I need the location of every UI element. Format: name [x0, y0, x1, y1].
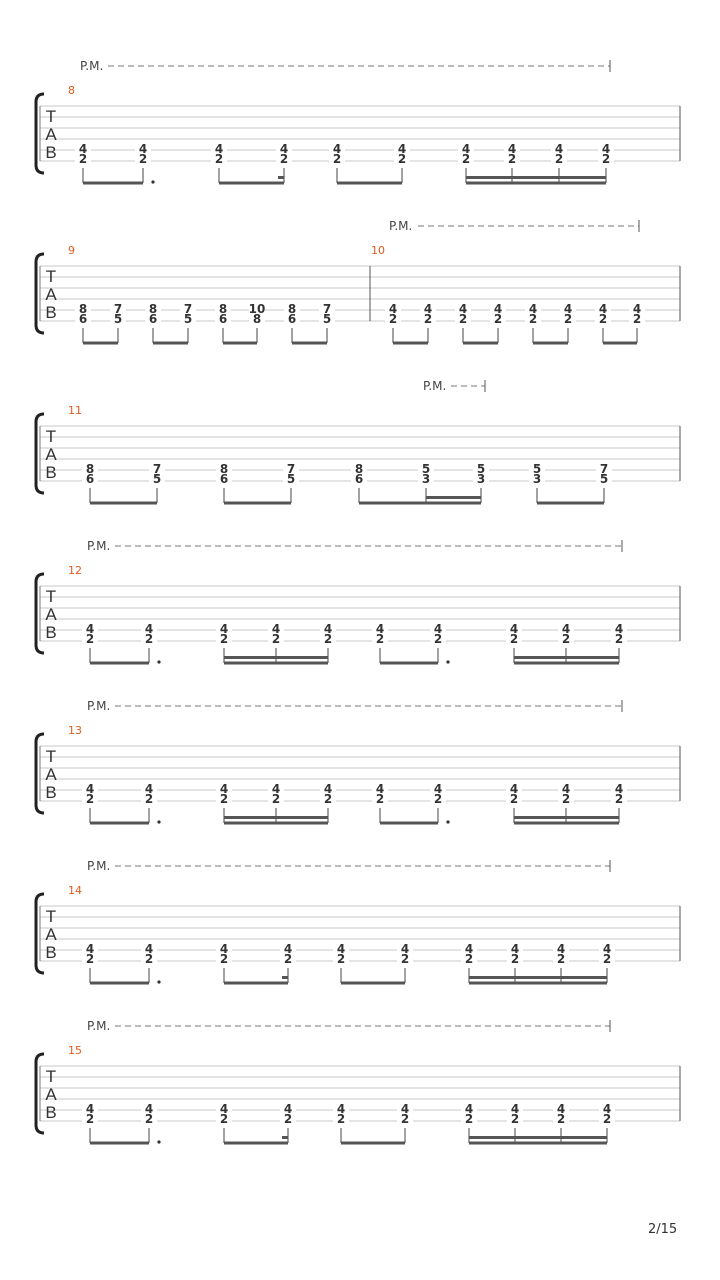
- measure-number: 12: [68, 564, 82, 577]
- fret-number: 4: [283, 1102, 293, 1116]
- fret-number: 4: [561, 622, 571, 636]
- fret-number: 8: [252, 312, 262, 326]
- fret-number: 2: [458, 312, 468, 326]
- fret-number: 5: [476, 462, 486, 476]
- beam: [224, 1142, 288, 1145]
- fret-number: 4: [528, 302, 538, 316]
- beam-stub: [278, 176, 284, 179]
- beam: [533, 342, 568, 345]
- beam: [224, 502, 291, 505]
- beam: [292, 342, 327, 345]
- fret-number: 2: [138, 152, 148, 166]
- beam: [224, 822, 328, 825]
- fret-number: 2: [144, 792, 154, 806]
- beam: [83, 182, 143, 185]
- tab-clef-a: A: [45, 925, 57, 944]
- fret-number: 4: [279, 142, 289, 156]
- beam: [223, 342, 257, 345]
- measure-number: 10: [371, 244, 385, 257]
- fret-number: 2: [283, 952, 293, 966]
- fret-number: 4: [556, 1102, 566, 1116]
- fret-number: 2: [554, 152, 564, 166]
- tab-clef-a: A: [45, 605, 57, 624]
- fret-number: 4: [563, 302, 573, 316]
- fret-number: 4: [332, 142, 342, 156]
- fret-number: 2: [375, 632, 385, 646]
- tab-clef-b: B: [45, 943, 57, 962]
- palm-mute-label: P.M.: [389, 219, 413, 233]
- fret-number: 2: [219, 792, 229, 806]
- fret-number: 4: [375, 622, 385, 636]
- beam: [341, 982, 405, 985]
- measure-number: 15: [68, 1044, 82, 1057]
- fret-number: 7: [322, 302, 332, 316]
- beam: [514, 656, 619, 659]
- fret-number: 4: [614, 622, 624, 636]
- fret-number: 4: [554, 142, 564, 156]
- fret-number: 4: [144, 622, 154, 636]
- fret-number: 2: [433, 792, 443, 806]
- beam: [90, 502, 157, 505]
- fret-number: 2: [375, 792, 385, 806]
- fret-number: 4: [219, 782, 229, 796]
- fret-number: 2: [464, 952, 474, 966]
- fret-number: 2: [556, 952, 566, 966]
- fret-number: 8: [287, 302, 297, 316]
- fret-number: 6: [78, 312, 88, 326]
- fret-number: 4: [144, 1102, 154, 1116]
- fret-number: 5: [113, 312, 123, 326]
- fret-number: 4: [78, 142, 88, 156]
- fret-number: 2: [510, 952, 520, 966]
- fret-number: 4: [510, 942, 520, 956]
- fret-number: 4: [561, 782, 571, 796]
- beam: [90, 982, 149, 985]
- fret-number: 6: [354, 472, 364, 486]
- fret-number: 2: [556, 1112, 566, 1126]
- fret-number: 5: [322, 312, 332, 326]
- fret-number: 5: [152, 472, 162, 486]
- fret-number: 4: [509, 782, 519, 796]
- fret-number: 7: [113, 302, 123, 316]
- beam: [463, 342, 498, 345]
- measure-number: 11: [68, 404, 82, 417]
- fret-number: 4: [602, 1102, 612, 1116]
- fret-number: 2: [219, 632, 229, 646]
- tab-clef-b: B: [45, 463, 57, 482]
- fret-number: 2: [507, 152, 517, 166]
- fret-number: 4: [493, 302, 503, 316]
- fret-number: 4: [602, 942, 612, 956]
- fret-number: 4: [336, 1102, 346, 1116]
- measure-number: 9: [68, 244, 75, 257]
- beam: [514, 816, 619, 819]
- fret-number: 2: [601, 152, 611, 166]
- fret-number: 2: [323, 632, 333, 646]
- fret-number: 2: [614, 792, 624, 806]
- fret-number: 2: [336, 1112, 346, 1126]
- fret-number: 2: [614, 632, 624, 646]
- fret-number: 2: [85, 632, 95, 646]
- beam: [469, 1136, 607, 1139]
- palm-mute-label: P.M.: [87, 699, 111, 713]
- fret-number: 4: [614, 782, 624, 796]
- measure-number: 13: [68, 724, 82, 737]
- fret-number: 4: [323, 782, 333, 796]
- fret-number: 8: [78, 302, 88, 316]
- fret-number: 4: [598, 302, 608, 316]
- fret-number: 2: [78, 152, 88, 166]
- tab-clef-t: T: [45, 267, 57, 286]
- fret-number: 4: [400, 1102, 410, 1116]
- fret-number: 2: [461, 152, 471, 166]
- beam: [393, 342, 428, 345]
- fret-number: 4: [388, 302, 398, 316]
- fret-number: 2: [561, 632, 571, 646]
- beam: [83, 342, 118, 345]
- tab-clef-t: T: [45, 1067, 57, 1086]
- fret-number: 4: [85, 942, 95, 956]
- beam: [426, 496, 481, 499]
- tab-clef-t: T: [45, 907, 57, 926]
- fret-number: 4: [461, 142, 471, 156]
- fret-number: 2: [214, 152, 224, 166]
- tab-clef-a: A: [45, 125, 57, 144]
- fret-number: 4: [400, 942, 410, 956]
- fret-number: 2: [602, 952, 612, 966]
- beam: [514, 822, 619, 825]
- fret-number: 4: [85, 622, 95, 636]
- beam: [466, 176, 606, 179]
- fret-number: 8: [219, 462, 229, 476]
- fret-number: 8: [85, 462, 95, 476]
- fret-number: 2: [279, 152, 289, 166]
- fret-number: 6: [148, 312, 158, 326]
- fret-number: 2: [85, 952, 95, 966]
- tab-clef-b: B: [45, 623, 57, 642]
- fret-number: 4: [397, 142, 407, 156]
- fret-number: 4: [423, 302, 433, 316]
- fret-number: 2: [271, 632, 281, 646]
- fret-number: 4: [632, 302, 642, 316]
- fret-number: 4: [283, 942, 293, 956]
- beam: [514, 662, 619, 665]
- fret-number: 2: [85, 792, 95, 806]
- palm-mute-label: P.M.: [87, 539, 111, 553]
- beam-stub: [282, 976, 288, 979]
- tab-clef-a: A: [45, 285, 57, 304]
- beam: [380, 822, 438, 825]
- page-number: 2/15: [648, 1222, 678, 1237]
- beam: [469, 1142, 607, 1145]
- fret-number: 2: [332, 152, 342, 166]
- beam: [224, 982, 288, 985]
- fret-number: 5: [286, 472, 296, 486]
- beam: [603, 342, 637, 345]
- palm-mute-label: P.M.: [87, 1019, 111, 1033]
- rhythm-dot: [151, 180, 154, 183]
- fret-number: 3: [421, 472, 431, 486]
- rhythm-dot: [157, 980, 160, 983]
- fret-number: 4: [271, 622, 281, 636]
- fret-number: 4: [510, 1102, 520, 1116]
- fret-number: 5: [183, 312, 193, 326]
- beam-stub: [282, 1136, 288, 1139]
- fret-number: 2: [509, 792, 519, 806]
- beam: [469, 976, 607, 979]
- fret-number: 4: [375, 782, 385, 796]
- fret-number: 2: [397, 152, 407, 166]
- fret-number: 2: [509, 632, 519, 646]
- fret-number: 4: [138, 142, 148, 156]
- beam: [90, 662, 149, 665]
- fret-number: 7: [286, 462, 296, 476]
- fret-number: 2: [561, 792, 571, 806]
- palm-mute-label: P.M.: [80, 59, 104, 73]
- fret-number: 2: [219, 952, 229, 966]
- fret-number: 4: [144, 782, 154, 796]
- fret-number: 4: [458, 302, 468, 316]
- beam: [90, 1142, 149, 1145]
- fret-number: 2: [493, 312, 503, 326]
- fret-number: 8: [354, 462, 364, 476]
- measure-number: 14: [68, 884, 82, 897]
- beam: [337, 182, 402, 185]
- rhythm-dot: [446, 660, 449, 663]
- beam: [466, 182, 606, 185]
- tab-clef-t: T: [45, 427, 57, 446]
- fret-number: 4: [144, 942, 154, 956]
- beam: [341, 1142, 405, 1145]
- fret-number: 4: [271, 782, 281, 796]
- fret-number: 2: [144, 1112, 154, 1126]
- tab-clef-b: B: [45, 143, 57, 162]
- fret-number: 6: [85, 472, 95, 486]
- fret-number: 5: [532, 462, 542, 476]
- fret-number: 4: [433, 782, 443, 796]
- fret-number: 2: [433, 632, 443, 646]
- fret-number: 7: [152, 462, 162, 476]
- fret-number: 2: [510, 1112, 520, 1126]
- fret-number: 3: [476, 472, 486, 486]
- fret-number: 4: [507, 142, 517, 156]
- fret-number: 2: [528, 312, 538, 326]
- fret-number: 6: [218, 312, 228, 326]
- fret-number: 6: [219, 472, 229, 486]
- tab-clef-t: T: [45, 747, 57, 766]
- fret-number: 2: [400, 1112, 410, 1126]
- fret-number: 4: [219, 622, 229, 636]
- rhythm-dot: [157, 1140, 160, 1143]
- beam: [224, 662, 328, 665]
- rhythm-dot: [446, 820, 449, 823]
- beam: [537, 502, 604, 505]
- tab-clef-a: A: [45, 1085, 57, 1104]
- fret-number: 2: [388, 312, 398, 326]
- fret-number: 2: [85, 1112, 95, 1126]
- fret-number: 4: [85, 1102, 95, 1116]
- fret-number: 4: [601, 142, 611, 156]
- beam: [380, 662, 438, 665]
- fret-number: 4: [219, 1102, 229, 1116]
- rhythm-dot: [157, 820, 160, 823]
- fret-number: 2: [283, 1112, 293, 1126]
- fret-number: 2: [632, 312, 642, 326]
- fret-number: 2: [598, 312, 608, 326]
- fret-number: 7: [599, 462, 609, 476]
- fret-number: 8: [148, 302, 158, 316]
- fret-number: 7: [183, 302, 193, 316]
- tab-clef-a: A: [45, 445, 57, 464]
- beam: [219, 182, 284, 185]
- measure-number: 8: [68, 84, 75, 97]
- fret-number: 2: [464, 1112, 474, 1126]
- fret-number: 4: [556, 942, 566, 956]
- fret-number: 4: [336, 942, 346, 956]
- beam: [153, 342, 188, 345]
- tab-clef-b: B: [45, 1103, 57, 1122]
- palm-mute-label: P.M.: [87, 859, 111, 873]
- fret-number: 4: [323, 622, 333, 636]
- fret-number: 4: [464, 942, 474, 956]
- palm-mute-label: P.M.: [423, 379, 447, 393]
- fret-number: 10: [248, 302, 266, 316]
- fret-number: 4: [433, 622, 443, 636]
- fret-number: 2: [563, 312, 573, 326]
- fret-number: 4: [219, 942, 229, 956]
- fret-number: 6: [287, 312, 297, 326]
- fret-number: 2: [219, 1112, 229, 1126]
- tab-clef-b: B: [45, 303, 57, 322]
- tab-clef-b: B: [45, 783, 57, 802]
- fret-number: 3: [532, 472, 542, 486]
- fret-number: 2: [602, 1112, 612, 1126]
- fret-number: 2: [144, 632, 154, 646]
- fret-number: 4: [509, 622, 519, 636]
- fret-number: 4: [214, 142, 224, 156]
- beam: [426, 502, 481, 505]
- fret-number: 5: [599, 472, 609, 486]
- beam: [90, 822, 149, 825]
- rhythm-dot: [157, 660, 160, 663]
- fret-number: 2: [423, 312, 433, 326]
- fret-number: 2: [323, 792, 333, 806]
- beam: [224, 816, 328, 819]
- beam: [469, 982, 607, 985]
- fret-number: 4: [85, 782, 95, 796]
- fret-number: 8: [218, 302, 228, 316]
- tab-clef-t: T: [45, 587, 57, 606]
- fret-number: 4: [464, 1102, 474, 1116]
- fret-number: 5: [421, 462, 431, 476]
- fret-number: 2: [271, 792, 281, 806]
- fret-number: 2: [144, 952, 154, 966]
- beam: [224, 656, 328, 659]
- fret-number: 2: [336, 952, 346, 966]
- tab-clef-t: T: [45, 107, 57, 126]
- fret-number: 2: [400, 952, 410, 966]
- tab-clef-a: A: [45, 765, 57, 784]
